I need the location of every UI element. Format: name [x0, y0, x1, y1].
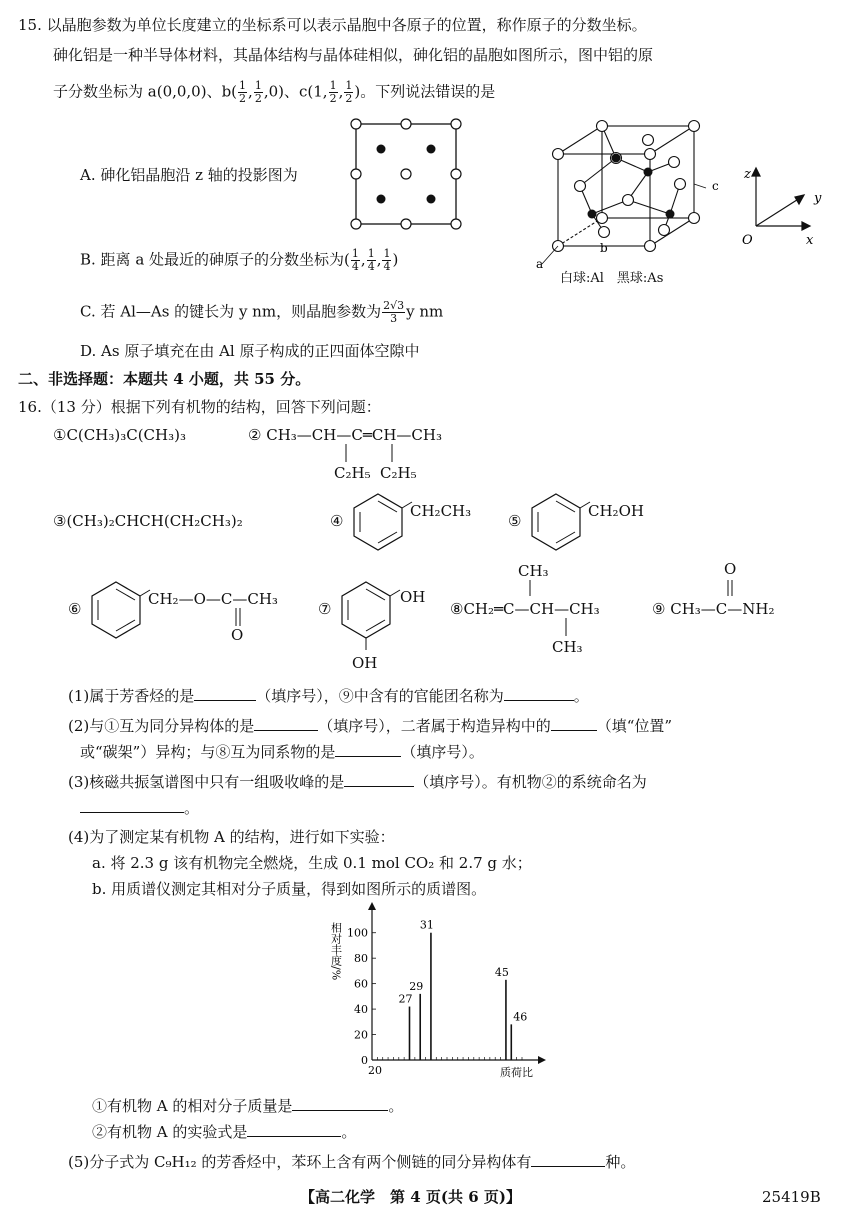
- compound-9: ⑨ CH₃—C—NH₂: [652, 600, 775, 618]
- fraction: $\frac{2√3}{3}$: [383, 299, 405, 325]
- y-tick-label: 0: [361, 1054, 368, 1067]
- q16-part1: (1)属于芳香烃的是 （填序号），⑨中含有的官能团名称为 。: [68, 684, 589, 707]
- compound-8-top: CH₃: [518, 562, 549, 580]
- compound-4-number: ④: [330, 512, 344, 530]
- compound-3: ③(CH₃)₂CHCH(CH₂CH₃)₂: [53, 512, 243, 530]
- projection-diagram: [350, 118, 462, 230]
- axis-x: x: [806, 233, 814, 248]
- compound-9-carbonyl-bond: [724, 578, 736, 598]
- q16-part4-b: b. 用质谱仪测定其相对分子质量，得到如图所示的质谱图。: [92, 880, 487, 898]
- q16-part2-cont: 或“碳架”）异构；与⑧互为同系物的是 （填序号）。: [80, 740, 484, 763]
- compound-2-bonds: [336, 444, 416, 464]
- q16-part4: (4)为了测定某有机物 A 的结构，进行如下实验：: [68, 828, 395, 846]
- q16-part3: (3)核磁共振氢谱图中只有一组吸收峰的是 （填序号）。有机物②的系统命名为: [68, 770, 647, 793]
- compound-7-number: ⑦: [318, 600, 332, 618]
- q15-line3: 子分数坐标为 a(0,0,0)、b( $\frac{1}{2}$ , $\frac{1}{2}$ ,0)、c(1, $\frac{1}{2}$ , $\frac{1}{2}$ )。下列说法错误的是: [53, 79, 496, 105]
- benzene-ring-icon: [334, 574, 404, 654]
- x-axis-label: 质荷比: [500, 1066, 533, 1079]
- answer-blank[interactable]: [551, 714, 597, 731]
- page-footer: 【高二化学 第 4 页(共 6 页)】: [300, 1188, 521, 1206]
- y-axis-label: 相对丰度/%: [329, 922, 343, 981]
- fraction: $\frac{1}{2}$: [329, 79, 337, 105]
- q16-part4-a: a. 将 2.3 g 该有机物完全燃烧，生成 0.1 mol CO₂ 和 2.7 g 水；: [92, 854, 532, 872]
- q15-line1: 15. 以晶胞参数为单位长度建立的坐标系可以表示晶胞中各原子的位置，称作原子的分数坐标。: [18, 16, 647, 34]
- compound-6-chain: CH₂—O—C—CH₃: [148, 590, 278, 608]
- mass-spectrum-chart: [316, 898, 556, 1082]
- compound-5-number: ⑤: [508, 512, 522, 530]
- fraction: $\frac{1}{2}$: [345, 79, 353, 105]
- crystal-cell-diagram: [528, 118, 718, 288]
- axis-y: y: [814, 191, 822, 206]
- fraction: $\frac{1}{2}$: [254, 79, 262, 105]
- y-tick-label: 20: [354, 1028, 368, 1042]
- q16-part4-q1: ①有机物 A 的相对分子质量是 。: [92, 1094, 403, 1117]
- q15-option-a: A. 砷化铝晶胞沿 z 轴的投影图为: [80, 166, 298, 184]
- compound-8-bottom: CH₃: [552, 638, 583, 656]
- axis-z: z: [744, 167, 751, 182]
- benzene-ring-icon: [84, 578, 148, 642]
- answer-blank[interactable]: [344, 770, 414, 787]
- compound-6-number: ⑥: [68, 600, 82, 618]
- axis-o: O: [742, 233, 753, 248]
- compound-6-oxygen: O: [231, 626, 244, 644]
- peak-label: 29: [409, 979, 424, 993]
- q16-part5: (5)分子式为 C₉H₁₂ 的芳香烃中，苯环上含有两个侧链的同分异构体有 种。: [68, 1150, 635, 1173]
- section-heading: 二、非选择题：本题共 4 小题，共 55 分。: [18, 370, 311, 388]
- q15-option-d: D. As 原子填充在由 Al 原子构成的正四面体空隙中: [80, 342, 420, 360]
- x-start-label: 20: [368, 1064, 382, 1077]
- axis-diagram: [736, 160, 832, 250]
- y-tick-label: 80: [354, 952, 368, 966]
- fraction: $\frac{1}{4}$: [351, 247, 359, 273]
- paper-code: 25419B: [762, 1188, 821, 1206]
- label-c: c: [712, 179, 719, 193]
- compound-8: ⑧CH₂═C—CH—CH₃: [450, 600, 600, 618]
- q15-option-b: B. 距离 a 处最近的砷原子的分数坐标为( $\frac{1}{4}$ , $\frac{1}{4}$ , $\frac{1}{4}$ ): [80, 247, 399, 273]
- peak-label: 45: [494, 965, 509, 979]
- q15-option-c: C. 若 Al—As 的键长为 y nm，则晶胞参数为 $\frac{2√3}{3}$ y nm: [80, 299, 444, 325]
- compound-1: ①C(CH₃)₃C(CH₃)₃: [53, 426, 186, 444]
- answer-blank[interactable]: [504, 684, 574, 701]
- label-a: a: [536, 257, 544, 271]
- answer-blank[interactable]: [194, 684, 256, 701]
- compound-4-substituent: CH₂CH₃: [410, 502, 472, 520]
- q16-part3-cont: 。: [80, 796, 199, 819]
- x-axis-arrow: [538, 1056, 546, 1064]
- q15-line3-part1: 子分数坐标为 a(0,0,0)、b(: [53, 82, 238, 101]
- y-tick-label: 40: [354, 1003, 368, 1017]
- q15-line2: 砷化铝是一种半导体材料，其晶体结构与晶体硅相似，砷化铝的晶胞如图所示，图中铝的原: [53, 46, 654, 64]
- answer-blank[interactable]: [531, 1150, 605, 1167]
- compound-2-sub2: C₂H₅: [380, 464, 417, 482]
- compound-7-hydroxyl-2: OH: [352, 654, 378, 672]
- q15-line3-part3: )。下列说法错误的是: [354, 82, 496, 101]
- answer-blank[interactable]: [335, 740, 401, 757]
- q15-line3-part2: ,0)、c(1,: [263, 82, 328, 101]
- y-tick-label: 60: [354, 977, 368, 991]
- peak-label: 27: [398, 992, 413, 1006]
- fraction: $\frac{1}{4}$: [367, 247, 375, 273]
- answer-blank[interactable]: [292, 1094, 388, 1111]
- label-b: b: [600, 241, 608, 255]
- peak-label: 31: [419, 918, 434, 932]
- crystal-legend: 白球:Al 黑球:As: [560, 271, 664, 286]
- compound-7-hydroxyl-1: OH: [400, 588, 426, 606]
- peak-label: 46: [513, 1010, 528, 1024]
- answer-blank[interactable]: [80, 796, 184, 813]
- benzene-ring-icon: [524, 490, 588, 554]
- fraction: $\frac{1}{4}$: [383, 247, 391, 273]
- y-axis-arrow: [368, 902, 376, 910]
- answer-blank[interactable]: [247, 1120, 341, 1137]
- benzene-ring-icon: [346, 490, 410, 554]
- y-tick-label: 100: [347, 926, 368, 940]
- fraction: $\frac{1}{2}$: [239, 79, 247, 105]
- q16-part4-q2: ②有机物 A 的实验式是 。: [92, 1120, 356, 1143]
- q16-title: 16.（13 分）根据下列有机物的结构，回答下列问题：: [18, 398, 381, 416]
- compound-9-oxygen: O: [724, 560, 737, 578]
- q16-part2: (2)与①互为同分异构体的是 （填序号），二者属于构造异构中的 （填“位置”: [68, 714, 672, 737]
- compound-5-substituent: CH₂OH: [588, 502, 644, 520]
- compound-2-sub1: C₂H₅: [334, 464, 371, 482]
- answer-blank[interactable]: [254, 714, 318, 731]
- compound-2: ② CH₃—CH—C═CH—CH₃: [248, 426, 442, 444]
